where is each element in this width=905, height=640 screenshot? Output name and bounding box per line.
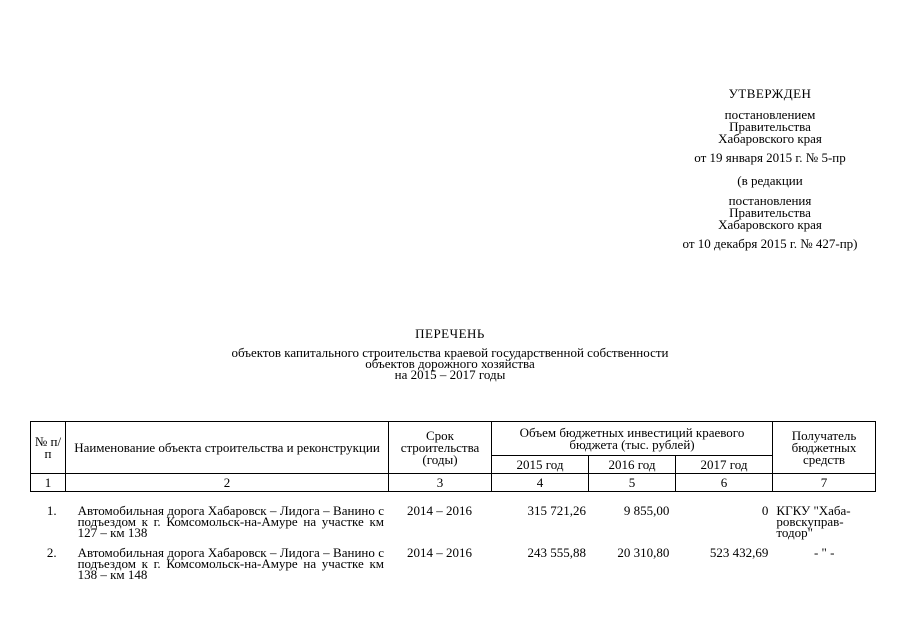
column-number: 2	[66, 474, 389, 492]
row-value-2016: 20 310,80	[617, 545, 670, 560]
header-recipient: Получатель бюджетных средств	[773, 422, 876, 474]
header-number: № п/п	[31, 422, 66, 474]
approval-line: от 10 декабря 2015 г. № 427-пр)	[682, 236, 858, 251]
row-object-name: Автомобильная дорога Хабаровск – Лидога – Ванино с подъездом к г. Комсомольск-на-Амуре на участке км 127 – км 138	[77, 503, 384, 540]
objects-table-body	[30, 505, 876, 580]
column-number: 1	[31, 474, 66, 492]
document-subtitle-line: на 2015 – 2017 годы	[394, 367, 506, 382]
header-year-2017: 2017 год	[676, 456, 773, 474]
approval-block	[640, 88, 900, 250]
document-subtitle-line: объектов дорожного хозяйства	[365, 356, 535, 371]
row-value-2017: 523 432,69	[709, 545, 769, 560]
approval-line: Хабаровского края	[718, 217, 822, 232]
table-row	[30, 547, 876, 580]
column-number: 4	[492, 474, 589, 492]
header-object-name: Наименование объекта строительства и реконструкции	[66, 422, 389, 474]
column-number: 6	[676, 474, 773, 492]
approval-line: Правительства	[729, 205, 811, 220]
document-title: ПЕРЕЧЕНЬ	[415, 326, 485, 341]
row-number: 2.	[46, 545, 57, 560]
approval-line: постановлением	[724, 107, 816, 122]
approval-line: Правительства	[729, 119, 811, 134]
header-term: Срок строительства (годы)	[389, 422, 492, 474]
header-year-2016: 2016 год	[589, 456, 676, 474]
row-term: 2014 – 2016	[406, 545, 472, 560]
row-recipient: КГКУ "Хаба-ровскуправ-тодор"	[776, 503, 851, 540]
objects-table-header	[30, 421, 876, 492]
approval-line: постановления	[728, 193, 812, 208]
row-term: 2014 – 2016	[406, 503, 472, 518]
column-number: 7	[773, 474, 876, 492]
row-value-2017: 0	[761, 503, 769, 518]
row-value-2016: 9 855,00	[623, 503, 670, 518]
header-budget: Объем бюджетных инвестиций краевого бюджета (тыс. рублей)	[492, 422, 773, 456]
approval-line: Хабаровского края	[718, 131, 822, 146]
document-subtitle-line: объектов капитального строительства краевой государственной собственности	[231, 345, 669, 360]
row-object-name: Автомобильная дорога Хабаровск – Лидога – Ванино с подъездом к г. Комсомольск-на-Амуре на участке км 138 – км 148	[77, 545, 384, 582]
header-year-2015: 2015 год	[492, 456, 589, 474]
approval-title: УТВЕРЖДЕН	[728, 86, 812, 101]
table-row	[30, 505, 876, 547]
column-number: 3	[389, 474, 492, 492]
column-number: 5	[589, 474, 676, 492]
approval-line: от 19 января 2015 г. № 5-пр	[694, 150, 846, 165]
row-value-2015: 243 555,88	[527, 545, 586, 560]
row-number: 1.	[46, 503, 57, 518]
row-value-2015: 315 721,26	[527, 503, 586, 518]
approval-line: (в редакции	[737, 173, 803, 188]
row-recipient: - " -	[813, 545, 835, 560]
document-heading	[150, 328, 750, 380]
